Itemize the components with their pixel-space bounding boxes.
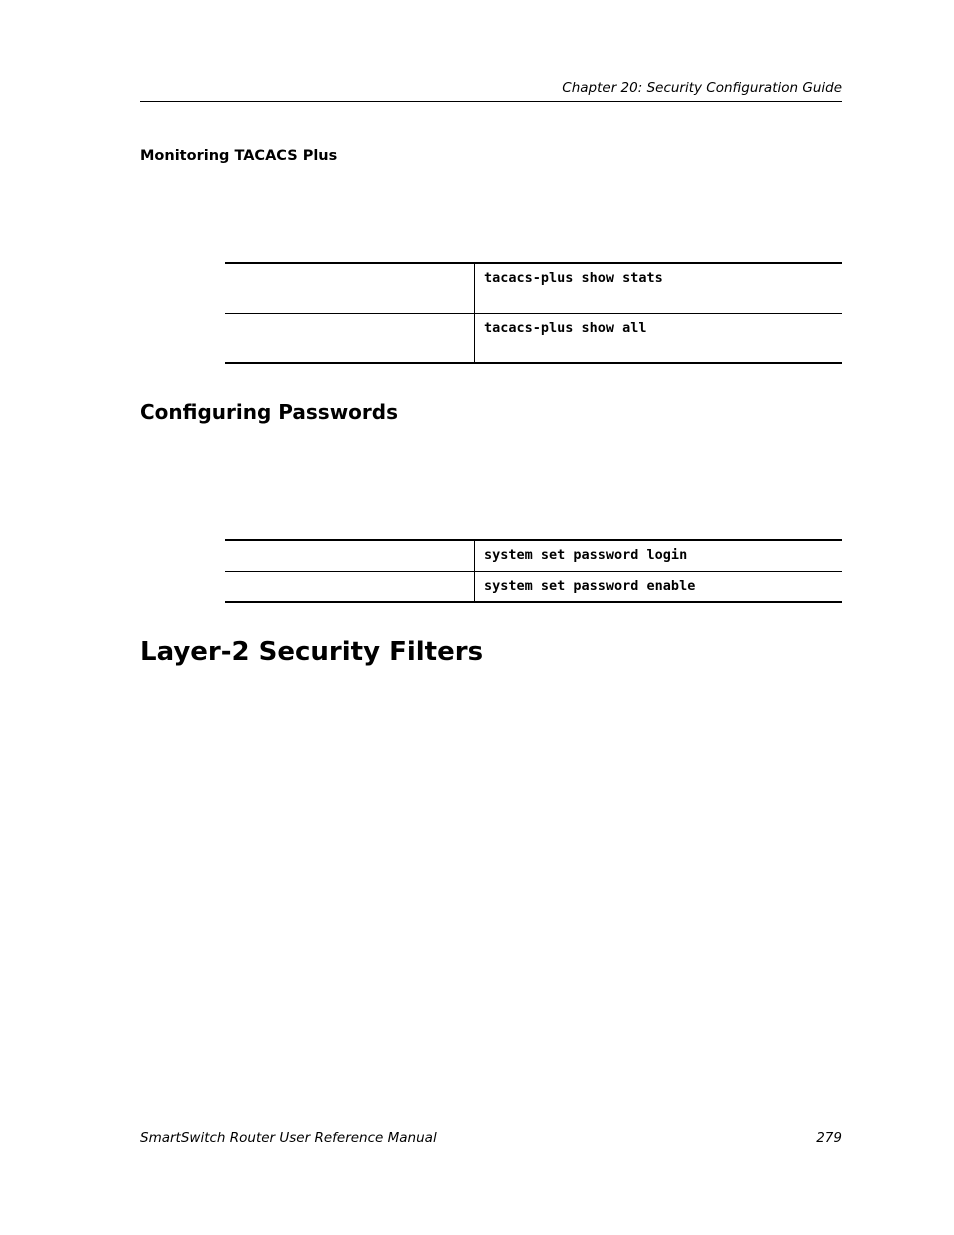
command-cell: tacacs-plus show stats — [484, 270, 663, 286]
footer-page-number: 279 — [816, 1130, 842, 1146]
command-cell: system set password enable — [475, 571, 843, 602]
section-title-configuring-passwords: Configuring Passwords — [140, 400, 398, 424]
running-header-title: Chapter 20: Security Configuration Guide — [562, 80, 842, 96]
running-header — [140, 78, 842, 102]
footer-manual-title: SmartSwitch Router User Reference Manual — [140, 1130, 437, 1146]
command-cell: system set password login — [484, 547, 688, 563]
table-row — [225, 263, 842, 313]
description-cell — [225, 571, 475, 602]
table-row — [225, 540, 842, 571]
table-row — [225, 571, 842, 602]
command-cell: tacacs-plus show all — [475, 313, 843, 363]
section-title-layer2-filters: Layer-2 Security Filters — [140, 637, 484, 667]
section-title-monitoring-tacacs: Monitoring TACACS Plus — [140, 148, 338, 164]
description-cell — [225, 313, 475, 363]
table-row — [225, 313, 842, 363]
password-command-table — [225, 539, 842, 603]
description-cell — [225, 263, 475, 313]
description-cell — [225, 540, 475, 571]
tacacs-command-table — [225, 262, 842, 364]
